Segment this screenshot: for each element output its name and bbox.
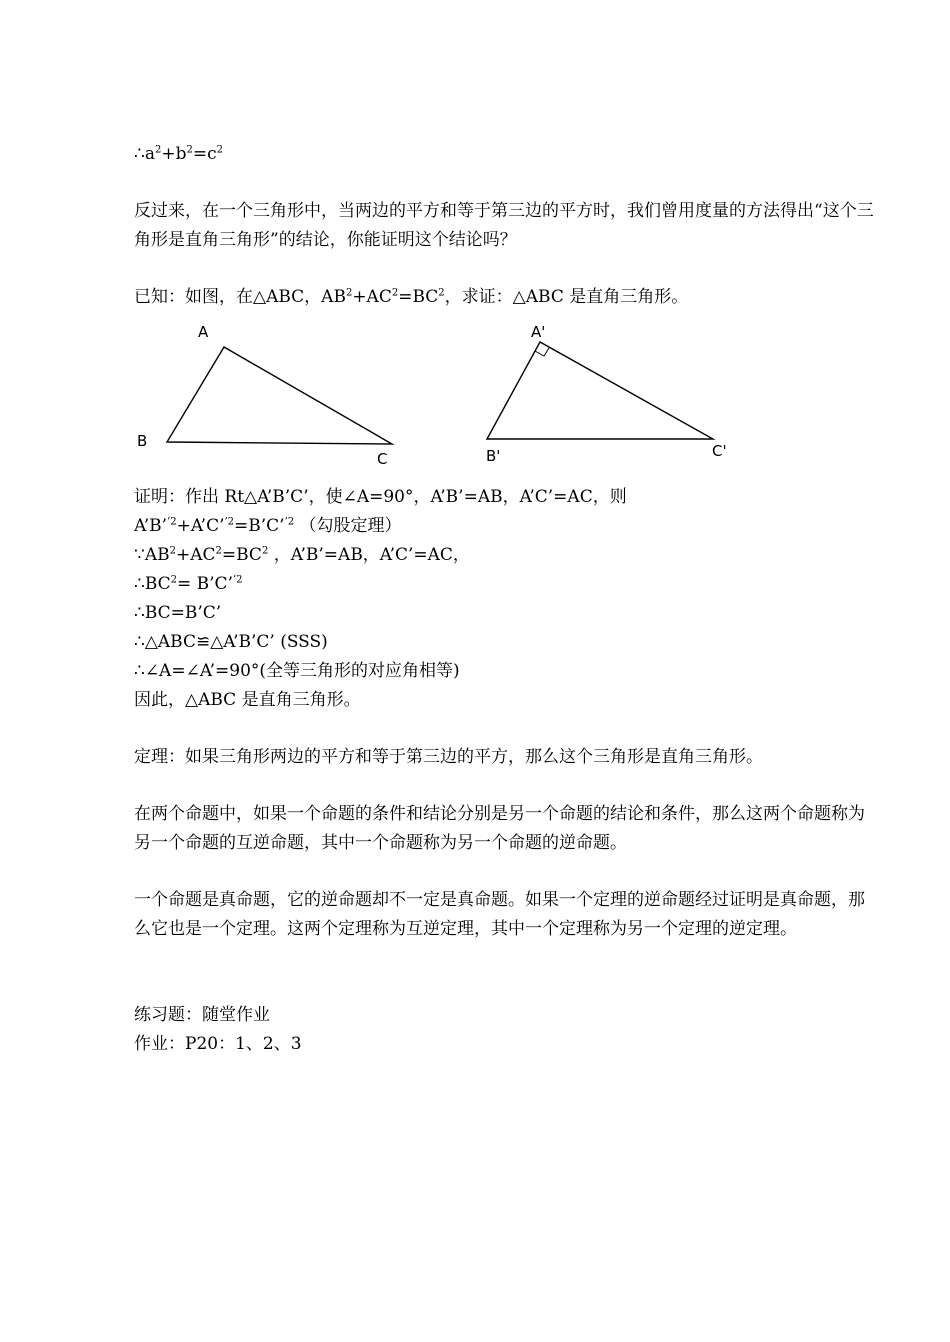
proof-line-4 xyxy=(134,570,243,599)
proof-line-7: ∴∠A=∠A’=90°(全等三角形的对应角相等) xyxy=(134,661,460,681)
exponent: 2 xyxy=(438,287,445,299)
proof-text: =BC xyxy=(221,545,262,565)
given-text: +AC xyxy=(352,287,392,307)
label-b-prime: B' xyxy=(486,447,501,465)
exponent: 2 xyxy=(391,287,399,299)
label-c-prime: C' xyxy=(712,442,727,460)
exponent: 2 xyxy=(216,144,223,156)
triangle-abc xyxy=(167,347,392,444)
triangles-figure xyxy=(134,318,754,478)
proof-text: （勾股定理） xyxy=(299,516,402,536)
exercise-line: 练习题：随堂作业 xyxy=(134,1005,270,1025)
exponent: 2 xyxy=(169,545,176,557)
proof-line-2 xyxy=(134,512,402,541)
theorem-text: 定理：如果三角形两边的平方和等于第三边的平方，那么这个三角形是直角三角形。 xyxy=(134,747,763,767)
therefore-symbol: ∴ xyxy=(134,144,145,164)
exponent: ’2 xyxy=(224,516,235,528)
proof-line-1: 证明：作出 Rt△A’B’C’，使∠A=90°，A’B’=AB，A’C’=AC，则 xyxy=(134,487,627,507)
label-a: A xyxy=(198,323,209,341)
given-text: 已知：如图，在△ABC，AB xyxy=(134,287,346,307)
proof-line-5: ∴BC=B’C’ xyxy=(134,603,222,623)
paragraph-converse: 反过来，在一个三角形中，当两边的平方和等于第三边的平方时，我们曾用度量的方法得出“这个三角形是直角三角形”的结论，你能证明这个结论吗？ xyxy=(134,201,874,250)
triangles-svg xyxy=(134,318,754,478)
exponent: 2 xyxy=(186,144,193,156)
given-text: =BC xyxy=(398,287,439,307)
exponent: 2 xyxy=(215,545,222,557)
exponent: 2 xyxy=(170,574,178,586)
exponent: 2 xyxy=(154,144,162,156)
proof-text: +A’C’ xyxy=(176,516,225,536)
proof-line-3 xyxy=(134,541,470,570)
paragraph-converse-proposition: 在两个命题中，如果一个命题的条件和结论分别是另一个命题的结论和条件，那么这两个命题称为另一个命题的互逆命题，其中一个命题称为另一个命题的逆命题。 xyxy=(134,804,865,853)
exponent: 2 xyxy=(345,287,353,299)
given-text: ，求证：△ABC 是直角三角形。 xyxy=(444,287,689,307)
label-b: B xyxy=(137,432,148,450)
exponent: 2 xyxy=(261,545,269,557)
proof-text: +AC xyxy=(175,545,216,565)
formula-c: =c xyxy=(192,144,217,164)
proof-line-8: 因此，△ABC 是直角三角形。 xyxy=(134,690,361,710)
proof-line-6: ∴△ABC≌△A’B’C’ (SSS) xyxy=(134,632,328,652)
proof-text: ∴BC xyxy=(134,574,171,594)
formula-line xyxy=(134,140,223,169)
proof-text: = B’C’ xyxy=(177,574,233,594)
label-a-prime: A' xyxy=(531,323,546,341)
proof-text: ，A’B’=AB，A’C’=AC， xyxy=(273,545,470,565)
homework-line: 作业：P20：1、2、3 xyxy=(134,1034,302,1054)
formula-b: +b xyxy=(161,144,187,164)
proof-text: A’B’ xyxy=(134,516,168,536)
proof-text: ∵AB xyxy=(134,545,170,565)
exponent: ’2 xyxy=(232,574,243,586)
paragraph-true-proposition: 一个命题是真命题，它的逆命题却不一定是真命题。如果一个定理的逆命题经过证明是真命题，那么它也是一个定理。这两个定理称为互逆定理，其中一个定理称为另一个定理的逆定理。 xyxy=(134,890,865,939)
triangle-a-prime-b-prime-c-prime xyxy=(487,342,713,439)
right-angle-marker xyxy=(535,348,549,356)
given-line xyxy=(134,283,688,312)
exponent: ’2 xyxy=(167,516,177,528)
label-c: C xyxy=(377,450,388,468)
exponent: ’2 xyxy=(284,516,295,528)
formula-a: a xyxy=(144,144,155,164)
proof-text: =B’C’ xyxy=(234,516,285,536)
